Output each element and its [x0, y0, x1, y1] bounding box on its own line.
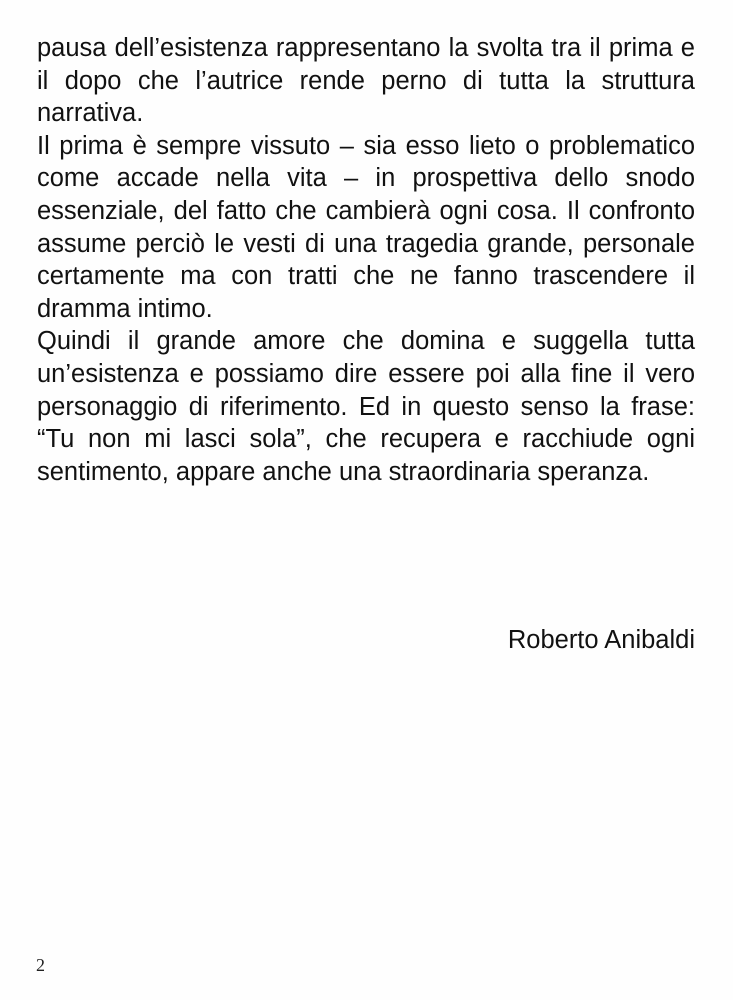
paragraph-2: Il prima è sempre vissuto – sia esso lieto o problematico come accade nella vita – in prospettiva dello snodo essenziale, del fatto che cambierà ogni cosa. Il confronto assume perciò le vesti di una tragedia grande, personale certamente ma con tratti che ne fanno trascendere il dramma intimo.	[37, 131, 695, 323]
author-signature: Roberto Anibaldi	[507, 626, 695, 654]
body-text	[37, 32, 695, 488]
page-number: 2	[36, 955, 45, 975]
paragraph-1: pausa dell’esistenza rappresentano la svolta tra il prima e il dopo che l’autrice rende perno di tutta la struttura narrativa.	[37, 34, 695, 128]
paragraph-3: Quindi il grande amore che domina e suggella tutta un’esistenza e possiamo dire essere poi alla fine il vero personaggio di riferimento. Ed in questo senso la frase: “Tu non mi lasci sola”, che recupera e racchiude ogni sentimento, appare anche una straordinaria speranza.	[37, 327, 695, 486]
